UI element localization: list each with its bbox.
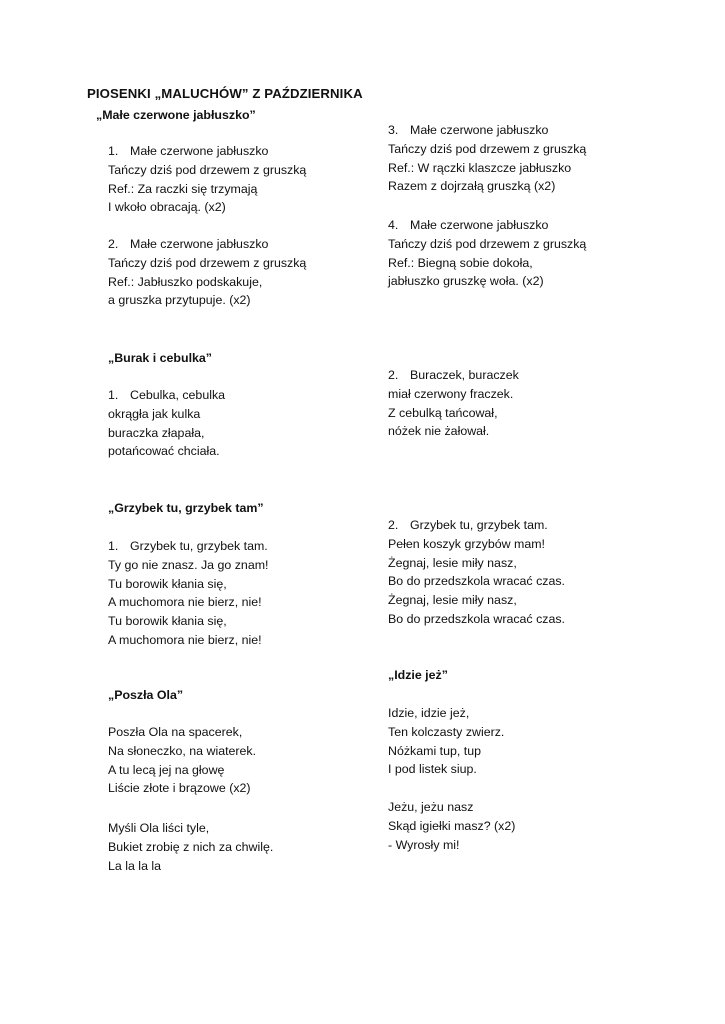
verse-line: potańcować chciała.	[108, 444, 220, 459]
song-title-male-czerwone-jabluszko: „Małe czerwone jabłuszko”	[96, 108, 256, 122]
verse-line: a gruszka przytupuje. (x2)	[108, 293, 251, 308]
verse-line: 3. Małe czerwone jabłuszko	[388, 121, 586, 140]
verse-line: 2. Małe czerwone jabłuszko	[108, 235, 306, 254]
verse-line: Ty go nie znasz. Ja go znam!	[108, 557, 269, 572]
verse-line: 2. Buraczek, buraczek	[388, 366, 519, 385]
verse-line: 2. Grzybek tu, grzybek tam.	[388, 516, 565, 535]
verse-line: Jeżu, jeżu nasz	[388, 800, 474, 814]
verse-line: Tańczy dziś pod drzewem z gruszką	[108, 162, 307, 177]
verse-line: 1. Małe czerwone jabłuszko	[108, 142, 306, 161]
verse-number: 3.	[388, 123, 399, 137]
verse-line: buraczka złapała,	[108, 425, 205, 440]
verse-line: Ref.: Biegną sobie dokoła,	[388, 255, 533, 270]
verse-line: Bo do przedszkola wracać czas.	[388, 574, 565, 589]
verse-line: Nóżkami tup, tup	[388, 743, 481, 758]
verse-number: 4.	[388, 218, 399, 232]
song2-verse2	[388, 366, 519, 441]
verse-line: Tańczy dziś pod drzewem z gruszką	[388, 236, 587, 251]
verse-line: Ref.: Jabłuszko podskakuje,	[108, 274, 263, 289]
verse-line: Ref.: Za raczki się trzymają	[108, 181, 258, 196]
verse-line: Żegnaj, lesie miły nasz,	[388, 593, 517, 608]
verse-line: Ten kolczasty zwierz.	[388, 724, 505, 739]
verse-number: 1.	[108, 539, 119, 553]
verse-line: I wkoło obracają. (x2)	[108, 200, 226, 215]
verse-line: Skąd igiełki masz? (x2)	[388, 818, 516, 833]
verse-line: Na słoneczko, na wiaterek.	[108, 743, 257, 758]
document-title: PIOSENKI „MALUCHÓW” Z PAŹDZIERNIKA	[87, 86, 363, 101]
verse-line: Tu borowik kłania się,	[108, 576, 227, 591]
verse-number: 1.	[108, 144, 119, 158]
verse-line: Liście złote i brązowe (x2)	[108, 781, 251, 796]
verse-line: okrągła jak kulka	[108, 406, 201, 421]
verse-number: 1.	[108, 388, 119, 402]
verse-line: jabłuszko gruszkę woła. (x2)	[388, 274, 544, 289]
song4-verse1	[108, 723, 256, 798]
verse-line: Razem z dojrzałą gruszką (x2)	[388, 179, 556, 194]
verse-line: Bo do przedszkola wracać czas.	[388, 611, 565, 626]
verse-line: - Wyrosły mi!	[388, 837, 460, 852]
verse-line: Tańczy dziś pod drzewem z gruszką	[108, 255, 307, 270]
song5-verse2	[388, 798, 515, 854]
verse-number: 2.	[108, 237, 119, 251]
verse-line: miał czerwony fraczek.	[388, 386, 514, 401]
verse-line: Tańczy dziś pod drzewem z gruszką	[388, 141, 587, 156]
verse-line: Idzie, idzie jeż,	[388, 706, 470, 720]
verse-line: Bukiet zrobię z nich za chwilę.	[108, 839, 274, 854]
verse-line: A muchomora nie bierz, nie!	[108, 595, 262, 610]
song1-verse1	[108, 142, 306, 217]
song3-verse1	[108, 537, 268, 650]
verse-line: 1. Grzybek tu, grzybek tam.	[108, 537, 268, 556]
song1-verse4	[388, 216, 586, 291]
verse-line: 1. Cebulka, cebulka	[108, 386, 225, 405]
verse-line: Pełen koszyk grzybów mam!	[388, 536, 546, 551]
song4-verse2	[108, 819, 273, 875]
song2-verse1	[108, 386, 225, 461]
song5-verse1	[388, 704, 504, 779]
verse-line: A tu lecą jej na głowę	[108, 762, 225, 777]
song1-verse3	[388, 121, 586, 196]
verse-line: I pod listek siup.	[388, 762, 477, 777]
verse-line: La la la la	[108, 858, 162, 873]
verse-line: Myśli Ola liści tyle,	[108, 821, 210, 835]
verse-line: Z cebulką tańcował,	[388, 405, 498, 420]
song-title-idzie-jez: „Idzie jeż”	[388, 668, 448, 682]
verse-number: 2.	[388, 518, 399, 532]
verse-line: Tu borowik kłania się,	[108, 614, 227, 629]
song3-verse2	[388, 516, 565, 629]
song-title-poszla-ola: „Poszła Ola”	[108, 688, 184, 702]
verse-line: Ref.: W rączki klaszcze jabłuszko	[388, 160, 572, 175]
song1-verse2	[108, 235, 306, 310]
verse-line: nóżek nie żałował.	[388, 424, 490, 439]
verse-line: 4. Małe czerwone jabłuszko	[388, 216, 586, 235]
song-title-burak-i-cebulka: „Burak i cebulka”	[108, 351, 212, 365]
verse-line: A muchomora nie bierz, nie!	[108, 632, 262, 647]
verse-line: Żegnaj, lesie miły nasz,	[388, 555, 517, 570]
verse-line: Poszła Ola na spacerek,	[108, 725, 243, 739]
song-title-grzybek-tu-grzybek-tam: „Grzybek tu, grzybek tam”	[108, 501, 264, 515]
verse-number: 2.	[388, 368, 399, 382]
